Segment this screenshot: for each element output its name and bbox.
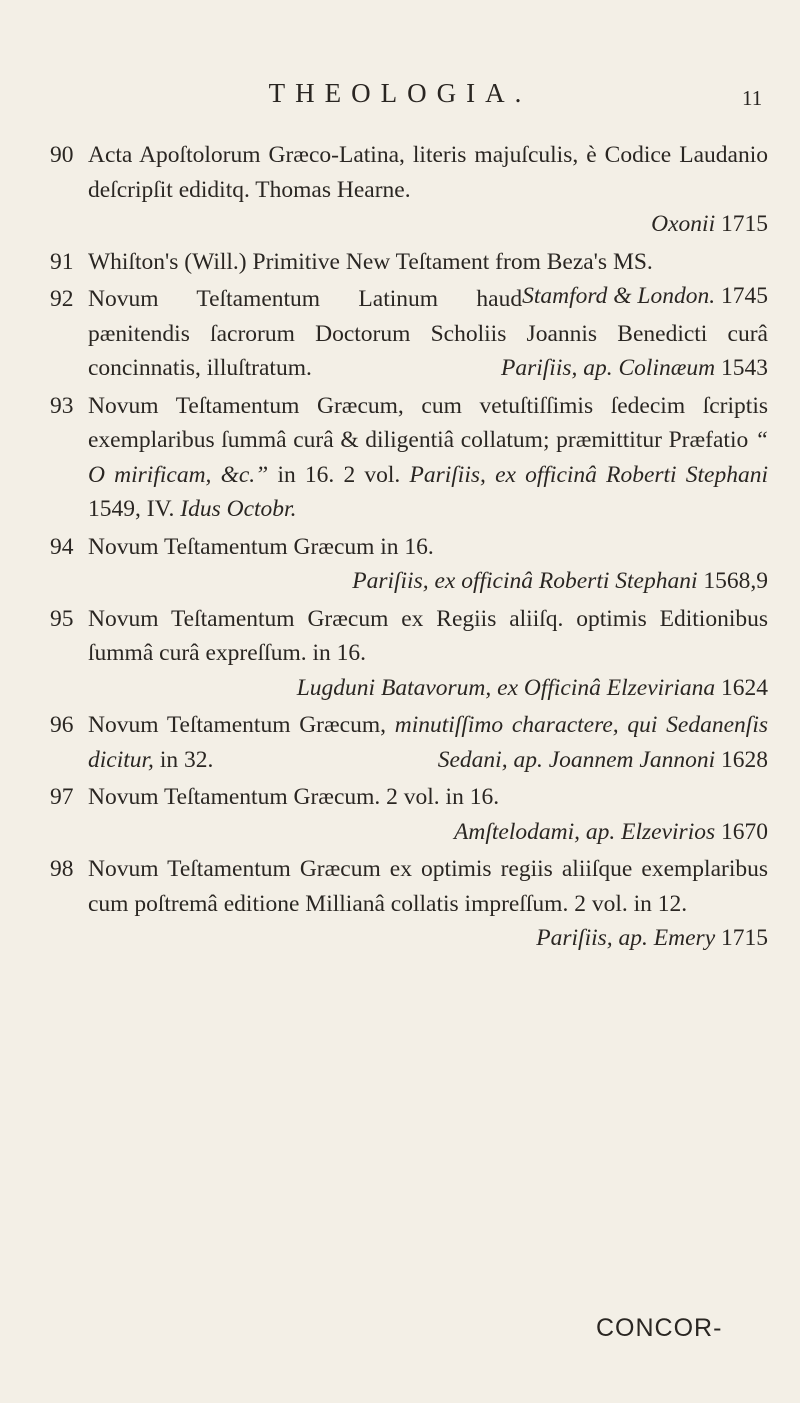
entry-quote: “ O mirificam, &c.” [88, 427, 769, 488]
entry-text-italic: minutiſſimo charactere, qui Sedanenſis dicitur, [88, 712, 768, 773]
imprint-year: 1670 [721, 818, 768, 845]
entry-text: Novum Teſtamentum Græcum in 16. [88, 533, 434, 560]
imprint-place: Lugduni Batavorum, ex Officinâ Elzeviriana [296, 674, 716, 701]
imprint-place: Pariſiis, ex officinâ Roberti Stephani [352, 568, 698, 594]
catalogue-entries [50, 138, 768, 956]
imprint-year: 1745 [721, 283, 768, 309]
imprint-place: Pariſiis, ex officinâ Roberti Stephani [409, 461, 769, 488]
catalogue-entry [50, 708, 768, 777]
entry-text: Acta Apoſtolorum Græco-Latina, literis majuſculis, è Codice Laudanio deſcripſit ediditq. Thomas Hearne. [88, 142, 768, 203]
entry-text: Novum Teſtamentum Græcum, [88, 712, 387, 738]
imprint-year: 1624 [721, 674, 768, 701]
imprint-year: 1568,9 [703, 568, 768, 594]
entry-number: 90 [50, 142, 74, 168]
imprint-place: Pariſiis, ap. Emery [536, 925, 716, 951]
imprint-year: 1628 [721, 746, 768, 773]
imprint-place: Amſtelodami, ap. Elzevirios [454, 818, 716, 845]
entry-number: 94 [50, 533, 74, 560]
catalogue-entry [50, 852, 768, 951]
catalogue-entry [50, 530, 768, 599]
imprint-year: 1715 [721, 925, 768, 951]
entry-text: Novum Teſtamentum Græcum ex Regiis aliiſq. optimis Editionibus ſummâ curâ expreſſum. in 16. [88, 605, 768, 666]
running-title: THEOLOGIA. [268, 78, 532, 108]
entry-text: Novum Teſtamentum Græcum. 2 vol. in 16. [88, 784, 500, 810]
imprint-place: Stamford & London. [522, 283, 716, 309]
imprint-place: Sedani, ap. Joannem Jannoni [437, 746, 716, 773]
entry-imprint [88, 671, 768, 706]
entry-number: 98 [50, 856, 74, 882]
catalogue-entry [50, 389, 768, 527]
catalogue-entry [50, 602, 768, 706]
imprint-place: Pariſiis, ap. Colinæum [500, 355, 716, 381]
entry-text-after: in 16. 2 vol. [277, 461, 401, 488]
entry-number: 95 [50, 605, 74, 632]
entry-text-after: in 32. [159, 746, 214, 773]
catalogue-entry [50, 282, 768, 386]
entry-number: 92 [50, 286, 74, 312]
catalogue-entry [50, 138, 768, 242]
entry-number: 96 [50, 712, 74, 738]
entry-imprint [501, 351, 768, 386]
page-number: 11 [742, 86, 763, 110]
imprint-year: 1715 [721, 211, 768, 237]
entry-imprint [88, 564, 768, 599]
entry-imprint [438, 743, 768, 778]
entry-imprint [88, 207, 768, 242]
entry-text: Novum Teſtamentum Latinum haud pænitendis ſacrorum Doctorum Scholiis Joannis Benedicti curâ concinnatis, illuſtratum. [88, 286, 768, 381]
catalogue-entry [50, 780, 768, 849]
imprint-date: Idus Octobr. [180, 496, 297, 522]
entry-text: Novum Teſtamentum Græcum, cum vetuſtiſſimis ſedecim ſcriptis exemplaribus ſummâ curâ & diligentiâ collatum; præmittitur Præfatio [88, 392, 768, 453]
entry-imprint [88, 815, 768, 850]
imprint-year: 1543 [721, 355, 768, 381]
imprint-year: 1549, IV. [88, 496, 175, 522]
entry-imprint [536, 921, 768, 956]
entry-number: 91 [50, 248, 74, 275]
entry-text: Novum Teſtamentum Græcum ex optimis regiis aliiſque exemplaribus cum poſtremâ editione Millianâ collatis impreſſum. 2 vol. in 12. [88, 856, 768, 917]
imprint-place: Oxonii [651, 211, 716, 237]
catchword: CONCOR- [596, 1314, 723, 1342]
entry-text: Whiſton's (Will.) Primitive New Teſtament from Beza's MS. [88, 248, 653, 275]
entry-number: 97 [50, 784, 74, 810]
entry-number: 93 [50, 392, 74, 419]
